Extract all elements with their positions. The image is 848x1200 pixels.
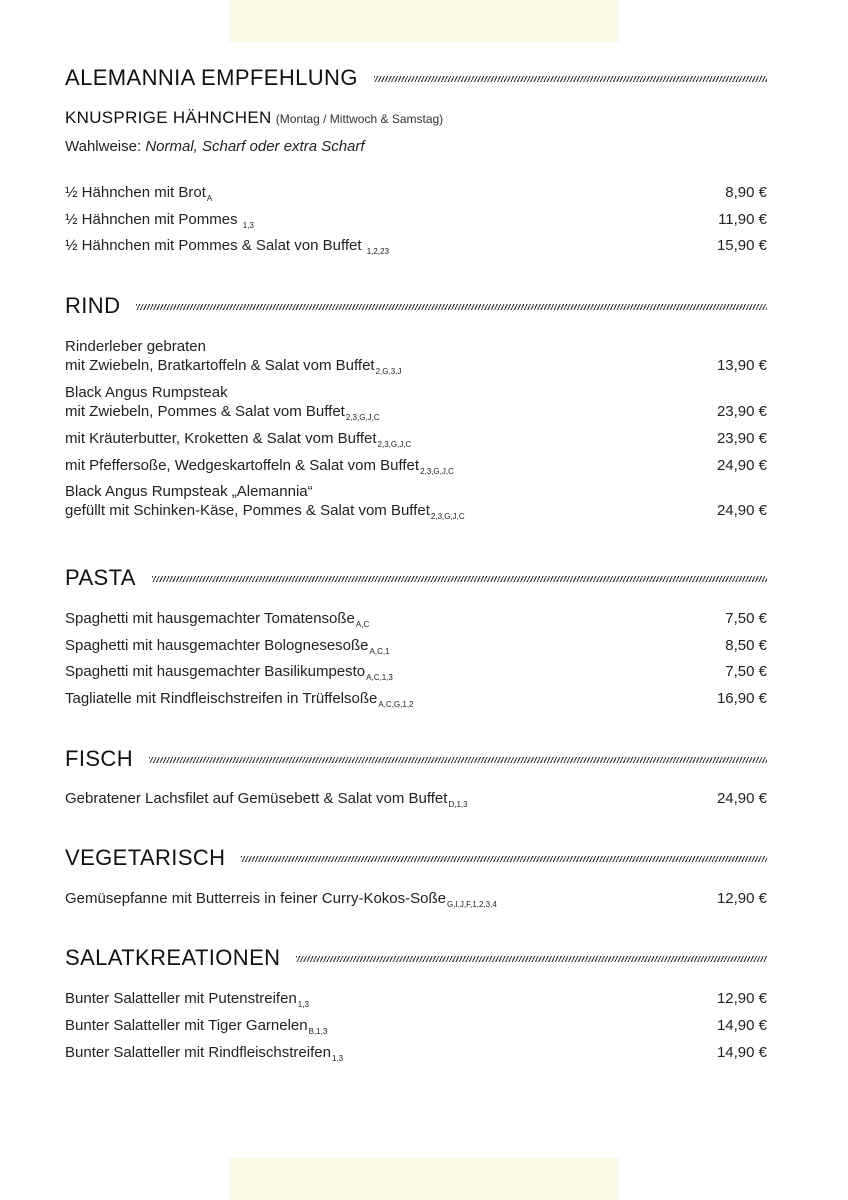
allergen-codes: A,C,G,1,2 (378, 700, 414, 709)
item-name: Tagliatelle mit Rindfleischstreifen in Trüffelsoße$_{A,C,G,1,2}$ (65, 690, 414, 709)
item-price: 8,90 € (725, 184, 767, 201)
menu-item (65, 889, 767, 908)
menu-item (65, 789, 767, 808)
item-name: ½ Hähnchen mit Brot$_A$ (65, 184, 213, 203)
section-title: VEGETARISCH (65, 845, 226, 870)
allergen-codes: A,C,1,3 (366, 673, 393, 682)
menu-item (65, 662, 767, 681)
item-price: 16,90 € (716, 690, 767, 707)
section-vegetarisch (65, 844, 767, 909)
item-name: Spaghetti mit hausgemachter Basilikumpesto$_{A,C,1,3}$ (65, 663, 393, 682)
hatch-divider (296, 956, 767, 962)
item-name: Bunter Salatteller mit Rindfleischstreifen$_{1,3}$ (65, 1044, 344, 1063)
allergen-codes: D,1,3 (448, 800, 468, 809)
section-title: FISCH (65, 746, 133, 771)
item-name: mit Pfeffersoße, Wedgeskartoffeln & Salat vom Buffet$_{2,3,G,J,C}$ (65, 457, 454, 476)
item-name: mit Zwiebeln, Bratkartoffeln & Salat vom Buffet$_{2,G,3,J}$ (65, 357, 402, 376)
menu-item (65, 429, 767, 448)
section-empfehlung (65, 64, 767, 256)
item-name: Gebratener Lachsfilet auf Gemüsebett & Salat vom Buffet$_{D,1,3}$ (65, 790, 468, 809)
allergen-codes: A,C,1 (369, 647, 390, 656)
dish-subtitle: KNUSPRIGE HÄHNCHEN (65, 108, 272, 127)
allergen-codes: 2,3,G,J,C (345, 413, 380, 422)
item-price: 13,90 € (716, 357, 767, 374)
hatch-divider (374, 76, 767, 82)
section-header (65, 745, 767, 773)
section-rind (65, 292, 767, 521)
menu-item (65, 236, 767, 255)
item-name: mit Kräuterbutter, Kroketten & Salat vom Buffet$_{2,3,G,J,C}$ (65, 430, 412, 449)
section-header (65, 944, 767, 972)
menu-item (65, 356, 767, 375)
item-name: ½ Hähnchen mit Pommes $_{1,3}$ (65, 211, 254, 230)
allergen-codes: 1,3 (242, 221, 254, 230)
section-pasta (65, 564, 767, 709)
item-price: 7,50 € (725, 610, 767, 627)
section-header (65, 64, 767, 92)
allergen-codes: B,1,3 (308, 1027, 328, 1036)
days-note: (Montag / Mittwoch & Samstag) (275, 112, 444, 126)
section-header (65, 564, 767, 592)
menu-item (65, 1043, 767, 1062)
item-price: 15,90 € (716, 237, 767, 254)
allergen-codes: 1,3 (331, 1054, 344, 1063)
allergen-codes: 2,G,3,J (375, 367, 402, 376)
allergen-codes: 1,2,23 (366, 247, 389, 256)
item-price: 24,90 € (716, 790, 767, 807)
item-price: 12,90 € (716, 890, 767, 907)
allergen-codes: 2,3,G,J,C (430, 512, 465, 521)
hatch-divider (149, 757, 767, 763)
choice-options: Normal, Scharf oder extra Scharf (145, 138, 365, 155)
hatch-divider (241, 856, 767, 862)
menu-item (65, 183, 767, 202)
subtitle-line (65, 108, 443, 129)
allergen-codes: 1,3 (297, 1000, 309, 1009)
item-price: 24,90 € (716, 502, 767, 519)
item-price: 14,90 € (716, 1017, 767, 1034)
item-price: 8,50 € (725, 637, 767, 654)
section-salatkreationen (65, 944, 767, 1063)
choice-label: Wahlweise: (65, 138, 142, 155)
section-fisch (65, 745, 767, 809)
item-price: 23,90 € (716, 403, 767, 420)
menu-item (65, 1016, 767, 1035)
decor-band-bottom (229, 1158, 619, 1200)
section-title: PASTA (65, 565, 136, 590)
menu-item (65, 456, 767, 475)
item-price: 24,90 € (716, 457, 767, 474)
menu-item (65, 402, 767, 421)
item-name: Bunter Salatteller mit Tiger Garnelen$_{B,1,3}$ (65, 1017, 328, 1036)
hatch-divider (152, 576, 767, 582)
section-title: RIND (65, 293, 121, 318)
section-header (65, 844, 767, 872)
menu-item (65, 501, 767, 520)
section-header (65, 292, 767, 320)
menu-item (65, 636, 767, 655)
allergen-codes: 2,3,G,J,C (420, 467, 454, 476)
decor-band-top (229, 0, 619, 42)
item-price: 23,90 € (716, 430, 767, 447)
item-price: 11,90 € (718, 211, 767, 228)
item-heading: Black Angus Rumpsteak (65, 384, 228, 401)
menu-item (65, 609, 767, 628)
item-heading: Black Angus Rumpsteak „Alemannia“ (65, 483, 313, 500)
item-heading: Rinderleber gebraten (65, 338, 206, 355)
allergen-codes: 2,3,G,J,C (377, 440, 412, 449)
menu-item (65, 210, 767, 229)
item-name: Spaghetti mit hausgemachter Tomatensoße$_{A,C}$ (65, 610, 370, 629)
allergen-codes: G,I,J,F,1,2,3,4 (446, 900, 497, 909)
choice-line (65, 137, 365, 156)
section-title: ALEMANNIA EMPFEHLUNG (65, 65, 358, 90)
menu-item (65, 689, 767, 708)
item-price: 12,90 € (716, 990, 767, 1007)
hatch-divider (136, 304, 767, 310)
item-name: gefüllt mit Schinken-Käse, Pommes & Salat vom Buffet$_{2,3,G,J,C}$ (65, 502, 465, 521)
item-price: 7,50 € (725, 663, 767, 680)
item-name: mit Zwiebeln, Pommes & Salat vom Buffet$_{2,3,G,J,C}$ (65, 403, 380, 422)
item-name: Bunter Salatteller mit Putenstreifen$_{1,3}$ (65, 990, 309, 1009)
menu-item (65, 989, 767, 1008)
item-name: Gemüsepfanne mit Butterreis in feiner Curry-Kokos-Soße$_{G,I,J,F,1,2,3,4}$ (65, 890, 497, 909)
section-title: SALATKREATIONEN (65, 945, 281, 970)
item-name: Spaghetti mit hausgemachter Bolognesesoße$_{A,C,1}$ (65, 637, 390, 656)
item-price: 14,90 € (716, 1044, 767, 1061)
allergen-codes: A,C (355, 620, 370, 629)
allergen-codes: A (206, 194, 213, 203)
item-name: ½ Hähnchen mit Pommes & Salat von Buffet $_{1,2,23}$ (65, 237, 389, 256)
